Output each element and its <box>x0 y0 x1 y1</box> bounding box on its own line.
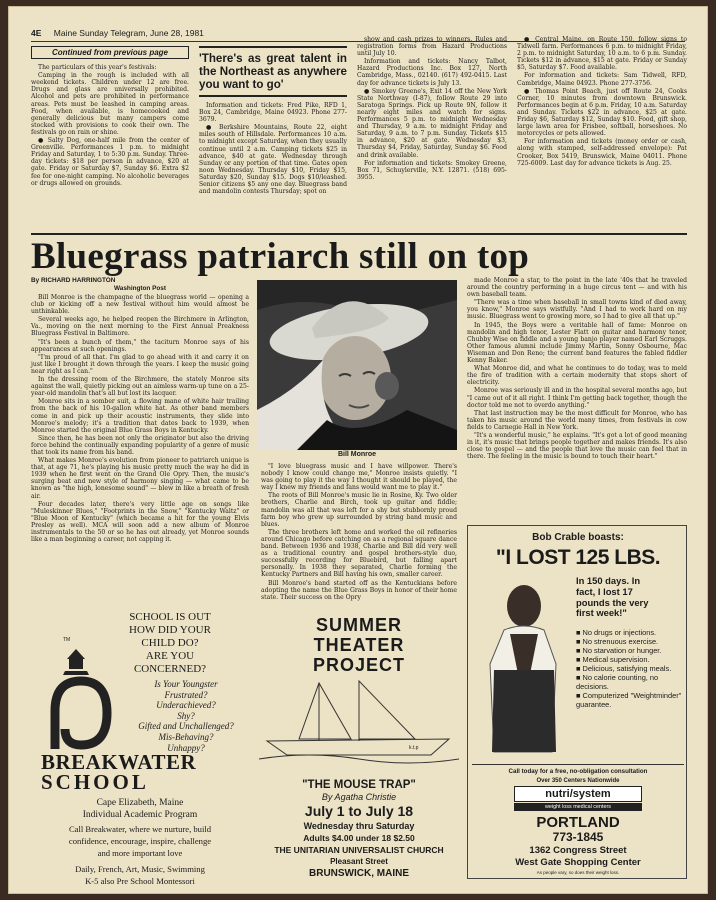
paragraph: ● Central Maine, on Route 150, follow signs to Tidwell farm. Performances 6 p.m. to midnight Friday, 2 p.m. to midnight Saturday, 10 a.m. to 6 p.m. Sunday. Tickets $12 in advance, $15 at gate. Friday or Sunday $5, Saturday $7. Food available. <box>517 36 687 72</box>
benefit-item: ■ Delicious, satisfying meals. <box>576 664 672 673</box>
school-program: Individual Academic Program <box>82 810 198 820</box>
theater-word-2: THEATER <box>313 635 405 655</box>
paragraph: ● Smokey Greene's, Exit 14 off the New York State Northway (I-87), follow Route 29 into Saratoga Springs. Pick up Route 9N, follow it nearly eight miles and watch for signs. Performances 5 p.m. to midnight Wednesday and Thursday, 9 a.m. to midnight Friday and Saturday, 9 a.m. to 7 p.m. Sunday. Tickets $15 in advance, $20 at gate. Wednesday $3, Thursday $4, Friday, Saturday, Sunday $6. Food and drink available. <box>357 87 507 159</box>
paragraph: In the dressing room of the Birchmere, the stately Monroe sits against the wall, quietly picking out an aimless warm-up tune on a 25-year-old mandolin that's all but lost its lacquer. <box>31 376 249 398</box>
trademark-mark: TM <box>63 637 71 643</box>
paragraph: made Monroe a star, to the point in the late '40s that he traveled around the country performing in a huge circus tent — and with his own baseball team. <box>467 277 687 299</box>
benefit-item: ■ Computerized "Weightminder" guarantee. <box>576 691 682 709</box>
school-feature-2: K-5 also Pre School Montessori <box>85 876 195 886</box>
diet-headline: "I LOST 125 LBS. <box>495 546 661 569</box>
play-title: "THE MOUSE TRAP" <box>302 779 416 791</box>
school-question-1: SCHOOL IS OUT <box>129 611 211 623</box>
page-number: 4E <box>31 28 42 38</box>
school-name-1: BREAKWATER <box>41 750 197 774</box>
breakwater-school-ad <box>31 611 249 886</box>
brand-tagline: weight loss medical centers <box>514 803 642 811</box>
concern-item: Is Your Youngster <box>154 679 218 689</box>
concern-item: Mis-Behaving? <box>158 731 214 742</box>
paragraph: Several weeks ago, he helped reopen the Birchmere in Arlington, Va., moving on the next morning to the First Annual Preakness Bluegrass Festival in Baltimore. <box>31 316 249 338</box>
festival-col-4 <box>517 36 687 226</box>
concern-item: Gifted and Unchallenged? <box>138 721 234 732</box>
brand-name: nutri/system <box>545 788 611 800</box>
newspaper-page <box>8 6 708 894</box>
benefit-item: ■ Medical supervision. <box>576 655 650 664</box>
school-location: Cape Elizabeth, Maine <box>96 798 184 808</box>
diet-boast: Bob Crable boasts: <box>532 532 624 543</box>
photo-caption: Bill Monroe <box>337 451 377 458</box>
artist-mark: k.t.p <box>409 745 419 751</box>
venue-street: Pleasant Street <box>330 857 388 866</box>
venue-city: BRUNSWICK, MAINE <box>309 868 409 879</box>
theater-word-1: SUMMER <box>316 615 402 635</box>
paragraph: Since then, he has been not only the originator but also the driving force behind the continually expanding popularity of a genre of music that took its name from his band. <box>31 434 249 456</box>
play-author: By Agatha Christie <box>321 792 397 802</box>
article-headline: Bluegrass patriarch still on top <box>31 233 687 277</box>
monroe-photo <box>257 280 457 450</box>
paragraph: That last instruction may be the most difficult for Monroe, who has taken his music around the world many times, from festivals in cow fields to Carnegie Hall in New York. <box>467 409 687 431</box>
school-question-5: CONCERNED? <box>133 663 207 675</box>
article-col-b <box>261 463 457 605</box>
paragraph: "I love bluegrass music and I have willpower. There's nobody I know could change me," Monroe insists quietly. "I was going to play it the way I thought it should be played, the way I knew my friends and fans would want me to play it." <box>261 463 457 492</box>
school-blurb-1: Call Breakwater, where we nurture, build <box>68 824 212 834</box>
diet-intro-3: pounds the very <box>576 596 649 608</box>
fine-print: As people vary, so does their weight loss. <box>536 870 620 875</box>
paragraph: Information and tickets: Fred Pike, RFD 1, Box 24, Cambridge, Maine 04923. Phone 277-3679. <box>199 102 347 124</box>
diet-intro-1: In 150 days. In <box>576 575 641 586</box>
school-name-2: SCHOOL <box>41 770 149 794</box>
consult-line: Call today for a free, no-obligation consultation <box>472 764 684 775</box>
paragraph: For information and tickets: Smokey Greene, Box 71, Schuylerville, N.Y. 12871. (518) 695-3955. <box>357 159 507 181</box>
article-col-c <box>467 277 687 521</box>
paragraph: What Monroe did, and what he continues to do today, was to meld the fire of tradition with a certain modernity that stops short of electricity. <box>467 365 687 387</box>
article-col-a <box>31 277 249 605</box>
brand-logo <box>514 786 642 802</box>
ship-illustration-icon <box>259 677 459 763</box>
paragraph: ● Thomas Point Beach, just off Route 24, Cooks Corner, 10 minutes from downtown Brunswick. Performances begin at 6 p.m. Friday, 10 a.m. Saturday and Sunday. Tickets $22 in advance, $25 at gate. Friday $6, Saturday $12, Sunday $10. Food, gift shop, large lawn area for Frisbee, softball, horseshoes. No motorcycles or pets allowed. <box>517 87 687 138</box>
nutri-system-ad <box>467 525 687 879</box>
summer-theater-ad <box>259 611 459 879</box>
paragraph: Monroe was seriously ill and in the hospital several months ago, but "I came out of it all right. I think I'm getting back together, though the doctor told me not to overdo anything." <box>467 387 687 409</box>
office-address-1: 1362 Congress Street <box>529 845 627 856</box>
ticket-prices: Adults $4.00 under 18 $2.50 <box>303 833 415 843</box>
school-question-3: CHILD DO? <box>141 637 199 649</box>
concern-item: Frustrated? <box>164 689 208 700</box>
diet-intro-2: fact, I lost 17 <box>576 585 633 597</box>
paragraph: show and cash prizes to winners. Rules and registration forms from Hazard Productions until July 10. <box>357 36 507 58</box>
paragraph: The particulars of this year's festivals: <box>38 64 157 72</box>
continued-label: Continued from previous page <box>31 46 189 59</box>
paragraph: Bill Monroe is the champagne of the bluegrass world — opening a club or kicking off a new festival without him would almost be unthinkable. <box>31 294 249 316</box>
benefit-item: ■ No strenuous exercise. <box>576 637 659 646</box>
school-question-2: HOW DID YOUR <box>129 624 211 636</box>
festival-col-1 <box>31 46 189 226</box>
paragraph: For information and tickets: Sam Tidwell, RFD, Cambridge, Maine 04923. Phone 277-3756. <box>517 72 687 87</box>
paragraph: What makes Monroe's evolution from pioneer to patriarch unique is that, at age 71, he's playing his music pretty much the way he did in 1939 when he first went on the Grand Ole Opry. Then, the music's surging beat and new style of harmony singing — what came to be known as "the high, lonesome sound" — blew in like a breath of fresh air. <box>31 457 249 500</box>
paragraph: In 1945, the Boys were a veritable hall of fame: Monroe on mandolin and high tenor, Lester Flatt on guitar and harmony tenor, Chubby Wise on fiddle and a young banjo player named Earl Scruggs. Other famous alumni include Jimmy Martin, Sonny Osbourne, Mac Wiseman and Don Reno; the current band features the fabled fiddler Kenny Baker. <box>467 321 687 365</box>
school-blurb-2: confidence, encourage, inspire, challenge <box>68 836 212 846</box>
benefit-item: ■ No starvation or hunger. <box>576 646 662 655</box>
benefit-item: ■ No calorie counting, no decisions. <box>576 673 659 691</box>
masthead: Maine Sunday Telegram, June 28, 1981 <box>53 28 204 38</box>
paragraph: ● Salty Dog, one-half mile from the center of Greenville. Performances 1 p.m. to midnight Friday and Saturday, 1 to 5:30 p.m. Sunday. Three-day tickets: $18 per person in advance, $20 at gate. Friday or Saturday $7, Sunday $6. Extra $2 fee for one-night camping. No alcoholic beverages or drugs allowed on grounds. <box>31 137 189 187</box>
paragraph: The roots of Bill Monroe's music lie in Rosine, Ky. Two older brothers, Charlie and Birch, took up guitar and fiddle; mandolin was all that was left for a shy but stubbornly proud farm boy who grew up surrounded by string band music and blues. <box>261 492 457 528</box>
byline-agency: Washington Post <box>114 284 166 292</box>
paragraph: "It's a wonderful music," he explains. "It's got a lot of good meaning in it, it's music that brings people together and makes friends. It's also close to gospel — and the people that love the music can feel that in there. The feeling in the music is bound to touch their heart." <box>467 431 687 461</box>
festival-col-2 <box>199 46 347 226</box>
portrait-illustration <box>257 280 457 450</box>
pull-quote: 'There's as great talent in the Northeast as anywhere you want to go' <box>199 46 347 97</box>
school-feature-1: Daily, French, Art, Music, Swimming <box>75 864 205 874</box>
concern-item: Unhappy? <box>167 742 205 753</box>
paragraph: Four decades later, there's very little age on songs like "Muleskinner Blues," "Footprints in the Snow," "Kentucky Waltz" or "Blue Moon of Kentucky" (which became a hit for the young Elvis Presley as well). MCA will soon add a new album of Monroe instrumentals to the 50 or so he has out already, yet Monroe sounds like a man beginning a career, not capping it. <box>31 500 249 544</box>
theater-word-3: PROJECT <box>312 655 406 675</box>
school-question-4: ARE YOU <box>145 650 195 662</box>
byline: By RICHARD HARRINGTON <box>31 277 116 284</box>
concern-item: Underachieved? <box>156 700 216 711</box>
paragraph: Camping in the rough is included with all weekend tickets. Children under 12 are free. Drugs and glass are universally prohibited. Alcohol and pets are prohibited in performance areas. Pets must be leashed in camping areas. Food, when available, is homecooked and generally delicious but many campers come stocked with provisions to cook their own. The festivals go on rain or shine. <box>31 72 189 136</box>
play-dates: July 1 to July 18 <box>304 803 414 819</box>
office-phone: 773-1845 <box>552 830 604 844</box>
paragraph: The three brothers left home and worked the oil refineries around Chicago before catching on as a regional square dance band. Between 1936 and 1938, Charlie and Bill did very well as a traditional country and gospel brothers-style duo, successfully recording for Bluebird, but falling apart personally. In 1938 they separated, Charlie forming the Kentucky Partners and Bill having his own, smaller career. <box>261 528 457 579</box>
concern-item: Shy? <box>177 710 195 721</box>
lighthouse-logo-icon <box>51 641 113 751</box>
paragraph: "I'm proud of all that. I'm glad to go ahead with it and carry it on just like I brought it down through the years. I keep the music going near right as I can." <box>31 353 249 375</box>
office-city: PORTLAND <box>536 814 620 831</box>
paragraph: Bill Monroe's band started off as the Kentuckians before adopting the name the Blue Grass Boys in honor of their home state. Their success on the Opry <box>261 579 457 601</box>
benefit-item: ■ No drugs or injections. <box>576 628 657 637</box>
centers-line: Over 350 Centers Nationwide <box>536 778 620 784</box>
paragraph: ● Berkshire Mountains, Route 22, eight miles south of Hillsdale. Performances 10 a.m. to midnight except Saturday, when they usually continue until 2 a.m. Camping tickets $25 in advance, $40 at gate. Wednesday through Sunday or any portion of that time. Gates open noon Wednesday. Thursday $10, Friday $15, Saturday $20, Sunday $15. Dogs $10/leashed. Senior citizens $5 any one day. Bluegrass band and mandolin contests Thursday; spot on <box>199 124 347 196</box>
paragraph: "There was a time when baseball in small towns kind of died away, you know," Monroe says wistfully. "And I had to work hard on my music. Bluegrass went to growing more, so I had to give all that up." <box>467 299 687 321</box>
paragraph: Monroe sits in a somber suit, a flowing mane of white hair trailing from the back of his 10-gallon white hat. As other band members come in and pick up their acoustic instruments, they slide into Monroe's melody; it's a tradition that dates back to 1939, when Monroe started the original Blue Grass Boys in Kentucky. <box>31 398 249 434</box>
bob-crable-photo <box>474 574 570 752</box>
venue-name: THE UNITARIAN UNIVERSALIST CHURCH <box>274 845 444 855</box>
paragraph: Information and tickets: Nancy Talbot, Hazard Productions Inc. Box 127, North Cambridge, Mass., 02140. (617) 492-0415. Last day for advance tickets is July 13. <box>357 58 507 87</box>
paragraph: "It's been a bunch of them," the taciturn Monroe says of his appearances at such openings. <box>31 338 249 353</box>
office-address-2: West Gate Shopping Center <box>515 857 641 868</box>
festival-col-3 <box>357 36 507 226</box>
paragraph: For information and tickets (money order or cash, along with stamped, self-addressed envelope): Pat Crooker, Box 5419, Brunswick, Maine 04011. Phone 725-6009. Last day for advance tickets is Aug. 25. <box>517 138 687 167</box>
play-days: Wednesday thru Saturday <box>303 821 415 831</box>
diet-intro-4: first week!" <box>576 607 627 619</box>
school-blurb-3: and more important love <box>97 848 183 858</box>
